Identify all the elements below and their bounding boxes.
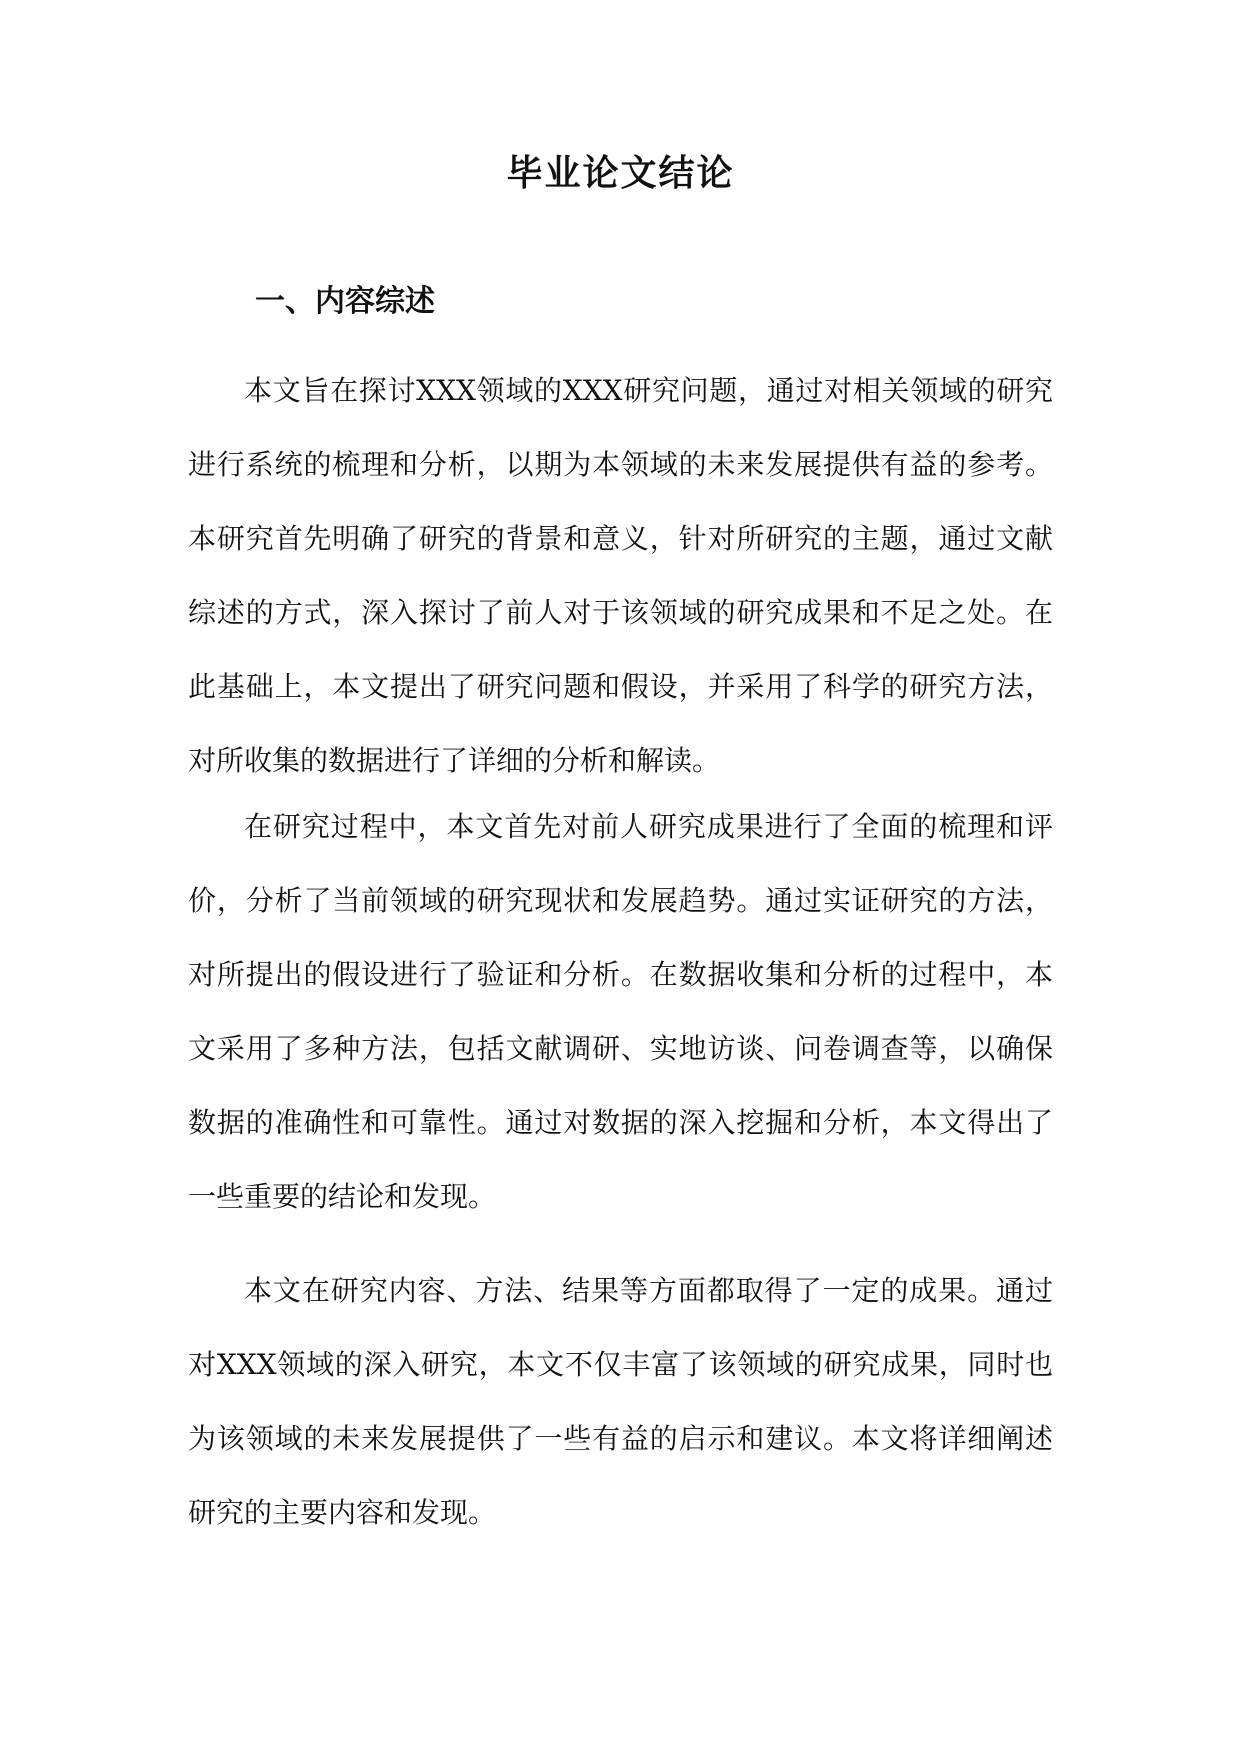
section-heading: 一、内容综述 xyxy=(255,284,435,319)
paragraph: 在研究过程中，本文首先对前人研究成果进行了全面的梳理和评价，分析了当前领域的研究现状和发展趋势。通过实证研究的方法，对所提出的假设进行了验证和分析。在数据收集和分析的过程中，本文采用了多种方法，包括文献调研、实地访谈、问卷调查等，以确保数据的准确性和可靠性。通过对数据的深入挖掘和分析，本文得出了一些重要的结论和发现。 xyxy=(188,810,1053,1213)
paragraph: 本文旨在探讨XXX领域的XXX研究问题，通过对相关领域的研究进行系统的梳理和分析，以期为本领域的未来发展提供有益的参考。本研究首先明确了研究的背景和意义，针对所研究的主题，通过文献综述的方式，深入探讨了前人对于该领域的研究成果和不足之处。在此基础上，本文提出了研究问题和假设，并采用了科学的研究方法，对所收集的数据进行了详细的分析和解读。 xyxy=(188,374,1053,777)
page-title: 毕业论文结论 xyxy=(506,153,735,194)
paragraph: 本文在研究内容、方法、结果等方面都取得了一定的成果。通过对XXX领域的深入研究，本文不仅丰富了该领域的研究成果，同时也为该领域的未来发展提供了一些有益的启示和建议。本文将详细阐述研究的主要内容和发现。 xyxy=(188,1274,1053,1529)
